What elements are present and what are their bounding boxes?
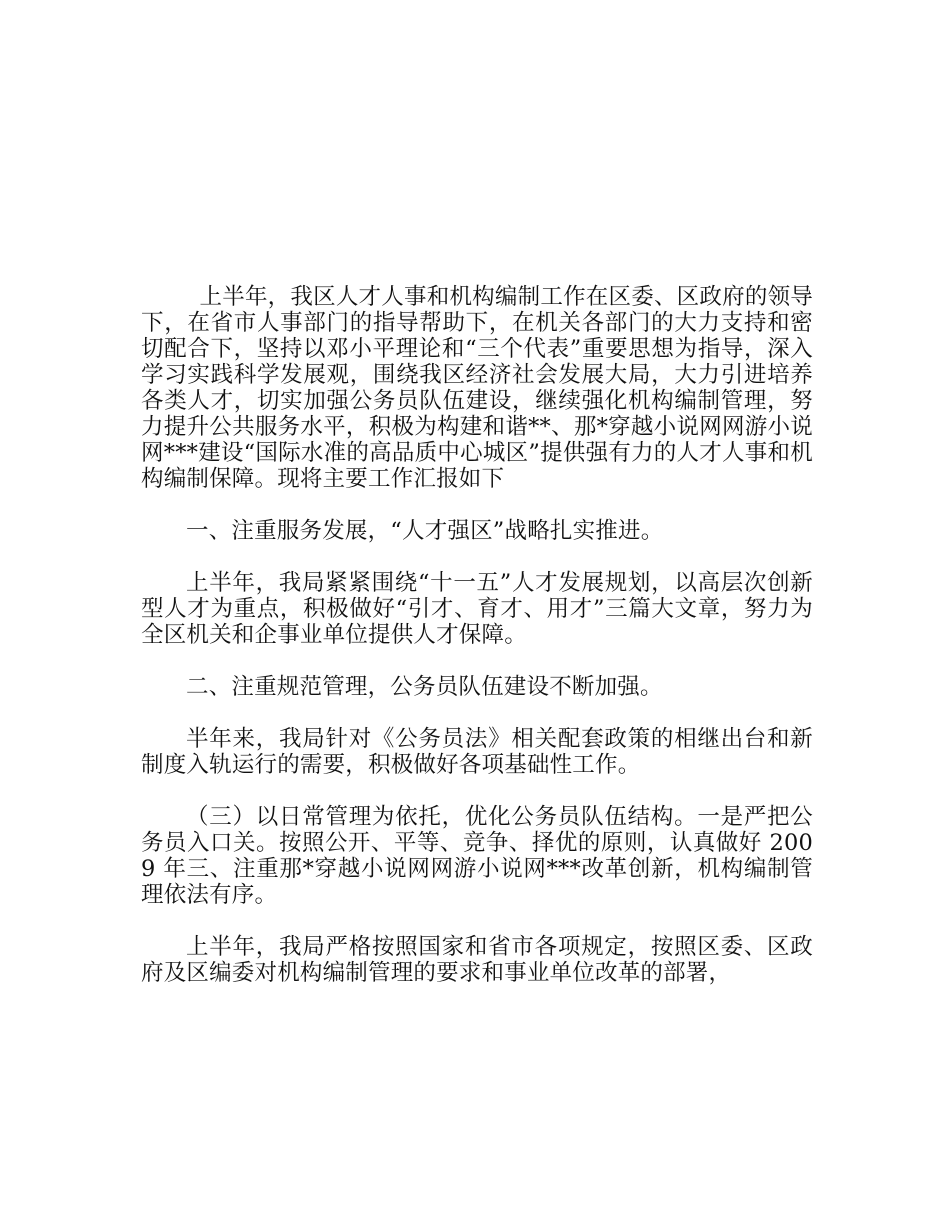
paragraph-establishment: 上半年，我局严格按照国家和省市各项规定，按照区委、区政府及区编委对机构编制管理的要求和事业单位改革的部署， <box>141 934 813 986</box>
paragraph-gap <box>141 648 813 674</box>
paragraph-gap <box>141 700 813 726</box>
paragraph-gap <box>141 908 813 934</box>
document-body <box>141 284 813 986</box>
paragraph-gap <box>141 778 813 804</box>
paragraph-gap <box>141 492 813 518</box>
paragraph-intro: 上半年，我区人才人事和机构编制工作在区委、区政府的领导下，在省市人事部门的指导帮助下，在机关各部门的大力支持和密切配合下，坚持以邓小平理论和“三个代表”重要思想为指导，深入学习实践科学发展观，围绕我区经济社会发展大局，大力引进培养各类人才，切实加强公务员队伍建设，继续强化机构编制管理，努力提升公共服务水平，积极为构建和谐**、那*穿越小说网网游小说网***建设“国际水准的高品质中心城区”提供强有力的人才人事和机构编制保障。现将主要工作汇报如下 <box>141 284 813 492</box>
section-heading-2: 二、注重规范管理，公务员队伍建设不断加强。 <box>186 674 663 700</box>
paragraph-civil-servant: 半年来，我局针对《公务员法》相关配套政策的相继出台和新制度入轨运行的需要，积极做好各项基础性工作。 <box>141 726 813 778</box>
paragraph-talent: 上半年，我局紧紧围绕“十一五”人才发展规划，以高层次创新型人才为重点，积极做好“引才、育才、用才”三篇大文章，努力为全区机关和企事业单位提供人才保障。 <box>141 570 813 648</box>
paragraph-gap <box>141 544 813 570</box>
section-heading-1: 一、注重服务发展，“人才强区”战略扎实推进。 <box>186 518 664 544</box>
paragraph-daily-management: （三）以日常管理为依托，优化公务员队伍结构。一是严把公务员入口关。按照公开、平等、竞争、择优的原则，认真做好 2009 年三、注重那*穿越小说网网游小说网***改革创新，机构编制管理依法有序。 <box>141 804 813 908</box>
